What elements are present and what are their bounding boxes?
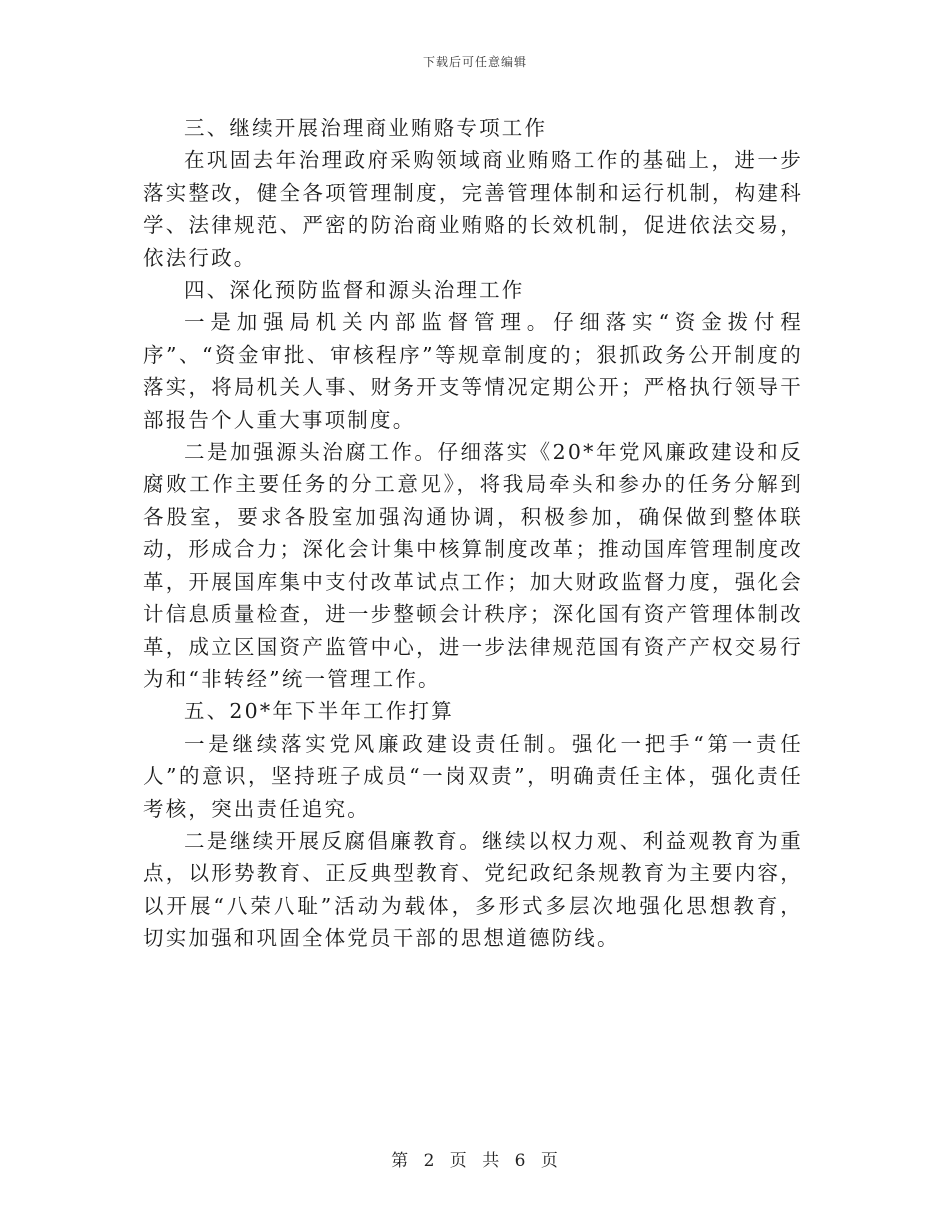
paragraph: 一是加强局机关内部监督管理。仔细落实“资金拨付程序”、“资金审批、审核程序”等规章制度的；狠抓政务公开制度的落实，将局机关人事、财务开支等情况定期公开；严格执行领导干部报告个人重大事项制度。 [143,310,803,432]
header-note: 下载后可任意编辑 [422,55,527,69]
section-heading-5: 五、20*年下半年工作打算 [184,699,454,724]
paragraph: 在巩固去年治理政府采购领域商业贿赂工作的基础上，进一步落实整改，健全各项管理制度，完善管理体制和运行机制，构建科学、法律规范、严密的防治商业贿赂的长效机制，促进依法交易，依法行政。 [143,148,803,270]
page-number: 第 2 页 共 6 页 [391,1151,559,1171]
section-heading-3: 三、继续开展治理商业贿赂专项工作 [184,116,548,140]
paragraph: 二是加强源头治腐工作。仔细落实《20*年党风廉政建设和反腐败工作主要任务的分工意见》，将我局牵头和参办的任务分解到各股室，要求各股室加强沟通协调，积极参加，确保做到整体联动，形成合力；深化会计集中核算制度改革；推动国库管理制度改革，开展国库集中支付改革试点工作；加大财政监督力度，强化会计信息质量检查，进一步整顿会计秩序；深化国有资产管理体制改革，成立区国资产监管中心，进一步法律规范国有资产产权交易行为和“非转经”统一管理工作。 [143,440,803,691]
document-body [143,112,803,955]
paragraph: 一是继续落实党风廉政建设责任制。强化一把手“第一责任人”的意识，坚持班子成员“一岗双责”，明确责任主体，强化责任考核，突出责任追究。 [143,731,803,821]
section-heading-4: 四、深化预防监督和源头治理工作 [184,278,525,303]
paragraph: 二是继续开展反腐倡廉教育。继续以权力观、利益观教育为重点，以形势教育、正反典型教育、党纪政纪条规教育为主要内容，以开展“八荣八耻”活动为载体，多形式多层次地强化思想教育，切实加强和巩固全体党员干部的思想道德防线。 [143,828,803,951]
